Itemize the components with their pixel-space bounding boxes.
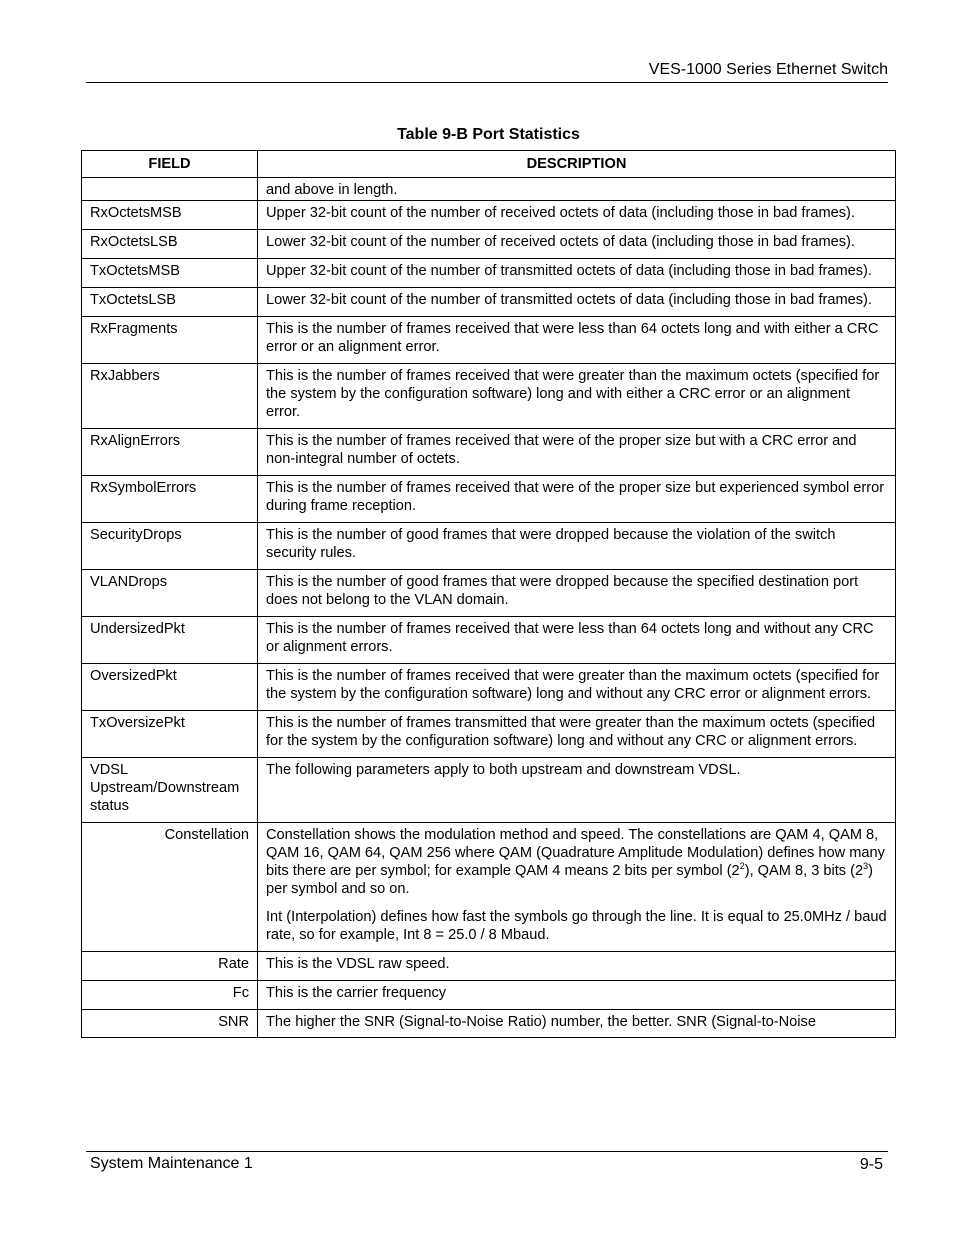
field-cell: RxFragments <box>82 317 258 364</box>
field-cell: RxOctetsLSB <box>82 230 258 259</box>
description-cell: This is the number of frames received that were greater than the maximum octets (specified for the system by the configuration software) long and with either a CRC error or an alignment error. <box>258 364 896 429</box>
column-header-field: FIELD <box>82 151 258 178</box>
table-row <box>82 317 896 364</box>
table-row <box>82 523 896 570</box>
field-cell: UndersizedPkt <box>82 617 258 664</box>
table-row <box>82 259 896 288</box>
table-row <box>82 664 896 711</box>
field-cell: RxJabbers <box>82 364 258 429</box>
description-cell <box>258 1010 896 1038</box>
running-header <box>86 60 888 83</box>
field-cell: RxSymbolErrors <box>82 476 258 523</box>
text-span: ), QAM 8, 3 bits (2 <box>744 863 864 879</box>
running-footer <box>86 1151 888 1174</box>
field-cell <box>82 178 258 201</box>
description-cell: This is the number of frames received that were of the proper size but experienced symbol error during frame reception. <box>258 476 896 523</box>
description-cell: This is the VDSL raw speed. <box>258 952 896 981</box>
field-cell: VLANDrops <box>82 570 258 617</box>
column-header-description: DESCRIPTION <box>258 151 896 178</box>
description-cell: This is the carrier frequency <box>258 981 896 1010</box>
table-row-fc <box>82 981 896 1010</box>
field-cell: Constellation <box>82 823 258 952</box>
table-row <box>82 364 896 429</box>
table-row-rate <box>82 952 896 981</box>
description-cell: This is the number of frames received that were less than 64 octets long and without any CRC or alignment errors. <box>258 617 896 664</box>
table-title: Table 9-B Port Statistics <box>397 126 580 143</box>
port-statistics-table <box>81 150 896 1038</box>
description-cell <box>258 823 896 952</box>
field-cell: RxOctetsMSB <box>82 201 258 230</box>
footer-section: System Maintenance 1 <box>90 1155 253 1172</box>
field-cell: SNR <box>82 1010 258 1038</box>
table-row <box>82 570 896 617</box>
field-cell: RxAlignErrors <box>82 429 258 476</box>
description-cell: Lower 32-bit count of the number of transmitted octets of data (including those in bad frames). <box>258 288 896 317</box>
description-cell: Upper 32-bit count of the number of transmitted octets of data (including those in bad frames). <box>258 259 896 288</box>
description-cell: and above in length. <box>258 178 896 201</box>
field-cell: Fc <box>82 981 258 1010</box>
superscript: 3 <box>863 861 869 872</box>
table-row-snr <box>82 1010 896 1038</box>
table-row <box>82 429 896 476</box>
table-row <box>82 711 896 758</box>
field-cell: TxOversizePkt <box>82 711 258 758</box>
table-row <box>82 617 896 664</box>
table-row <box>82 230 896 259</box>
description-cell: This is the number of frames transmitted that were greater than the maximum octets (specified for the system by the configuration software) long and without any CRC or alignment errors. <box>258 711 896 758</box>
description-cell: This is the number of frames received that were greater than the maximum octets (specified for the system by the configuration software) long and without any CRC error or alignment errors. <box>258 664 896 711</box>
field-cell: TxOctetsMSB <box>82 259 258 288</box>
text-span: ) per symbol and so on. <box>266 863 873 897</box>
table-row <box>82 178 896 201</box>
description-cell: The following parameters apply to both upstream and downstream VDSL. <box>258 758 896 823</box>
description-cell: Upper 32-bit count of the number of received octets of data (including those in bad frames). <box>258 201 896 230</box>
table-row <box>82 288 896 317</box>
table-row <box>82 758 896 823</box>
constellation-paragraph <box>266 826 887 898</box>
field-cell: OversizedPkt <box>82 664 258 711</box>
description-cell: This is the number of good frames that were dropped because the violation of the switch security rules. <box>258 523 896 570</box>
description-cell: Lower 32-bit count of the number of received octets of data (including those in bad frames). <box>258 230 896 259</box>
header-title: VES-1000 Series Ethernet Switch <box>648 61 888 78</box>
snr-description: The higher the SNR (Signal-to-Noise Ratio) number, the better. SNR (Signal-to-Noise <box>266 1014 816 1030</box>
table-row <box>82 476 896 523</box>
field-cell: SecurityDrops <box>82 523 258 570</box>
superscript: 2 <box>739 861 745 872</box>
interpolation-paragraph: Int (Interpolation) defines how fast the symbols go through the line. It is equal to 25.0MHz / baud rate, so for example, Int 8 = 25.0 / 8 Mbaud. <box>266 909 887 943</box>
field-cell: VDSL Upstream/Downstream status <box>82 758 258 823</box>
description-cell: This is the number of frames received that were less than 64 octets long and with either a CRC error or an alignment error. <box>258 317 896 364</box>
field-cell: Rate <box>82 952 258 981</box>
text-span: Constellation shows the modulation method and speed. The constellations are QAM 4, QAM 8, QAM 16, QAM 64, QAM 256 where QAM (Quadrature Amplitude Modulation) defines how many bits there are per symbol; for example QAM 4 means 2 bits per symbol (2 <box>266 827 885 879</box>
description-cell: This is the number of good frames that were dropped because the specified destination port does not belong to the VLAN domain. <box>258 570 896 617</box>
description-cell: This is the number of frames received that were of the proper size but with a CRC error and non-integral number of octets. <box>258 429 896 476</box>
table-row-constellation <box>82 823 896 952</box>
table-row <box>82 201 896 230</box>
field-cell: TxOctetsLSB <box>82 288 258 317</box>
table-header-row <box>82 151 896 178</box>
page-number: 9-5 <box>859 1156 883 1173</box>
